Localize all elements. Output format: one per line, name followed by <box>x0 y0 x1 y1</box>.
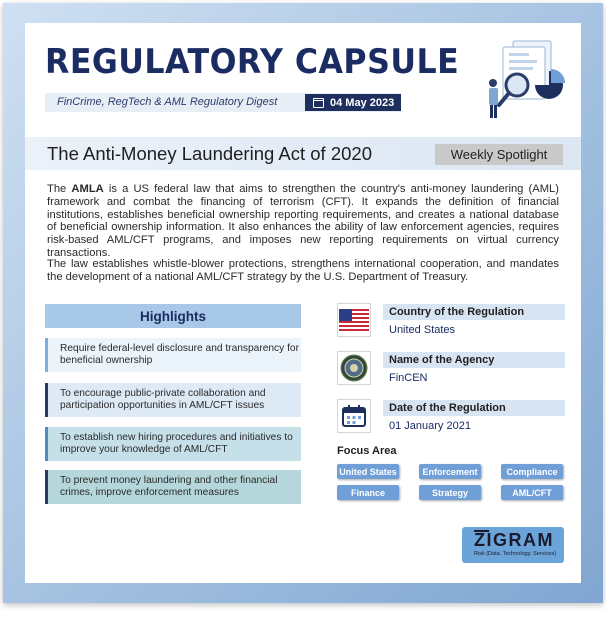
highlights-header: Highlights <box>45 304 301 328</box>
second-paragraph: The law establishes whistle-blower protections, strengthens international cooperation, and mandates the development of a national AML/CFT strategy by the U.S. Department of Treasury. <box>47 258 559 283</box>
highlight-item: To establish new hiring procedures and initiatives to improve your knowledge of AML/CFT <box>45 427 301 461</box>
section-title-bar <box>25 137 581 170</box>
intro-paragraph <box>47 183 559 260</box>
date-label: Date of the Regulation <box>383 400 565 416</box>
highlight-item: Require federal-level disclosure and transparency for beneficial ownership <box>45 338 301 372</box>
country-value: United States <box>389 324 456 336</box>
agency-value: FinCEN <box>389 372 428 384</box>
us-flag-icon <box>337 303 371 337</box>
us-flag-svg <box>339 309 369 331</box>
document-analysis-illustration-icon <box>483 39 567 121</box>
issue-date-text: 04 May 2023 <box>330 96 395 109</box>
capsule-card <box>25 23 581 583</box>
focus-tag: AML/CFT <box>501 485 563 500</box>
focus-tag: Enforcement <box>419 464 481 479</box>
agency-seal-icon <box>337 351 371 385</box>
weekly-spotlight-badge: Weekly Spotlight <box>435 144 563 165</box>
agency-label: Name of the Agency <box>383 352 565 368</box>
zigram-logo <box>462 527 564 563</box>
intro-body: is a US federal law that aims to strengthen the country's anti-money laundering (AML) framework and combat the financing of terrorism (CFT). It expands the definition of financial institutions, establishes beneficial ownership reporting requirements, and creates a national database of beneficial ownership information. It also enhances the ability of law enforcement agencies, requires risk-based AML/CFT programs, and imposes new reporting requirements on virtual currency transactions. <box>47 183 559 259</box>
focus-tag: Strategy <box>419 485 481 500</box>
date-value: 01 January 2021 <box>389 420 471 432</box>
page-frame <box>3 3 603 603</box>
highlight-item: To encourage public-private collaboration and participation opportunities in AML/CFT issues <box>45 383 301 417</box>
page-title: REGULATORY CAPSULE <box>45 42 460 82</box>
calendar-icon <box>337 399 371 433</box>
focus-tag: Finance <box>337 485 399 500</box>
focus-area-title: Focus Area <box>337 445 397 457</box>
logo-tagline: Risk (Data. Technology. Services) <box>474 551 557 557</box>
logo-wordmark: ZIGRAM <box>474 530 554 550</box>
focus-tag: United States <box>337 464 399 479</box>
issue-date <box>305 94 401 111</box>
country-label: Country of the Regulation <box>383 304 565 320</box>
focus-tag: Compliance <box>501 464 563 479</box>
calendar-icon <box>313 98 324 108</box>
intro-lead: The <box>47 183 72 195</box>
seal-svg <box>340 354 368 382</box>
subtitle: FinCrime, RegTech & AML Regulatory Digest <box>57 96 278 108</box>
subtitle-bar <box>45 93 401 112</box>
calendar-svg <box>342 405 366 427</box>
section-title: The Anti-Money Laundering Act of 2020 <box>47 143 372 164</box>
highlight-item: To prevent money laundering and other financial crimes, improve enforcement measures <box>45 470 301 504</box>
intro-bold-term: AMLA <box>71 183 104 195</box>
